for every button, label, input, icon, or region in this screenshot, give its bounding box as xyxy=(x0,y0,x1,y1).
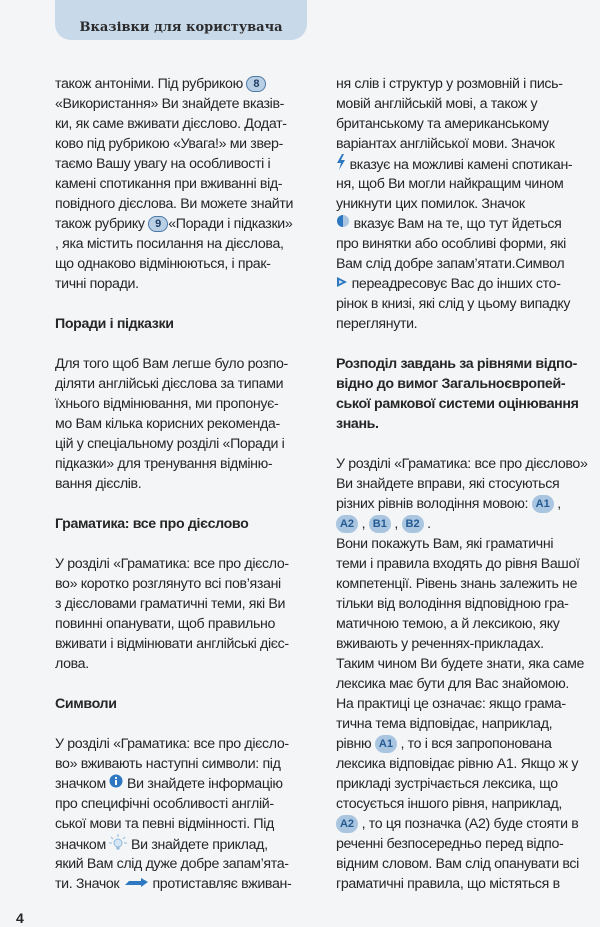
text-line xyxy=(336,94,600,114)
text-segment: що однаково відмінюються, і прак- xyxy=(55,256,271,272)
text-segment: Розподіл завдань за рівнями відпо- xyxy=(336,356,577,372)
arrow-icon xyxy=(123,874,149,894)
text-segment: Для того щоб Вам легше було розпо- xyxy=(55,356,288,372)
text-segment: ково під рубрикою «Увага!» ми звер- xyxy=(55,136,283,152)
text-line xyxy=(55,694,320,714)
text-segment: тичні поради. xyxy=(55,276,139,292)
text-segment: мо Вам кілька корисних рекоменда- xyxy=(55,416,280,432)
text-line xyxy=(336,634,600,654)
text-segment: , xyxy=(553,496,561,512)
paragraph xyxy=(336,74,600,334)
text-line xyxy=(336,394,600,414)
text-segment: уникнути цих помилок. Значок xyxy=(336,196,525,212)
text-line xyxy=(336,234,600,254)
level-badge-b2: B2 xyxy=(402,515,424,533)
text-segment: ської мови та певні відмінності. Під xyxy=(55,816,274,832)
text-line xyxy=(336,654,600,674)
text-segment: ня слів і структур у розмовній і пись- xyxy=(336,76,563,92)
text-line xyxy=(336,614,600,634)
text-segment: відним словом. Вам слід опанувати всі xyxy=(336,856,579,872)
paragraph-spacer xyxy=(55,334,320,354)
lightning-icon xyxy=(336,154,346,176)
triangle-pointer-icon xyxy=(336,274,348,294)
text-line xyxy=(55,434,320,454)
text-segment: «Використання» Ви знайдете вказів- xyxy=(55,96,285,112)
text-segment: Таким чином Ви будете знати, яка саме xyxy=(336,656,585,672)
text-line xyxy=(55,234,320,254)
text-segment: їхнього відмінювання, ми пропонує- xyxy=(55,396,279,412)
text-segment: реченні безпосередньо перед відпо- xyxy=(336,836,564,852)
text-line xyxy=(336,294,600,314)
text-segment: переадресовує Вас до інших сто- xyxy=(348,276,561,292)
text-segment: тільки від володіння відповідною гра- xyxy=(336,596,569,612)
text-segment: тична тема відповідає, наприклад, xyxy=(336,716,553,732)
text-line xyxy=(55,94,320,114)
text-segment: також антоніми. Під рубрикою xyxy=(55,76,247,92)
text-segment: вказує Вам на те, що тут йдеться xyxy=(350,216,562,232)
text-segment: також рубрику xyxy=(55,216,149,232)
text-segment: варіантах англійської мови. Значок xyxy=(336,136,555,152)
text-line xyxy=(336,114,600,134)
text-line xyxy=(55,414,320,434)
text-line xyxy=(336,854,600,874)
paragraph-spacer xyxy=(55,714,320,734)
text-line xyxy=(336,174,600,194)
text-segment: компетенції. Рівень знань залежить не xyxy=(336,576,578,592)
text-segment: лексика відповідає рівню А1. Якщо ж у xyxy=(336,756,579,772)
paragraph-spacer xyxy=(55,294,320,314)
text-line xyxy=(336,674,600,694)
text-line xyxy=(336,274,600,294)
text-segment: во» коротко розглянуто всі пов’язані xyxy=(55,576,281,592)
paragraph xyxy=(336,454,600,894)
text-segment: У розділі «Граматика: все про дієсло- xyxy=(55,556,289,572)
text-segment: про винятки або особливі форми, які xyxy=(336,236,566,252)
paragraph-spacer xyxy=(55,674,320,694)
level-badge-a2: A2 xyxy=(336,515,358,533)
text-line xyxy=(55,774,320,794)
paragraph xyxy=(55,74,320,294)
text-segment: лова. xyxy=(55,656,89,672)
text-line xyxy=(336,834,600,854)
text-line xyxy=(336,454,600,474)
paragraph xyxy=(55,554,320,674)
level-badge-a1: A1 xyxy=(375,735,397,753)
text-segment: Символи xyxy=(55,696,117,712)
text-line xyxy=(336,214,600,234)
text-segment: , то ця позначка (А2) буде стояти в xyxy=(358,816,579,832)
text-line xyxy=(336,734,600,754)
text-line xyxy=(55,654,320,674)
text-segment: . xyxy=(423,516,431,532)
text-segment: На практиці це означає: якщо грама- xyxy=(336,696,566,712)
text-line xyxy=(55,394,320,414)
text-segment: У розділі «Граматика: все про дієсло- xyxy=(55,736,289,752)
text-line xyxy=(336,74,600,94)
section-heading xyxy=(336,354,600,434)
text-line xyxy=(336,154,600,174)
info-icon xyxy=(109,774,123,794)
text-segment: Вони покажуть Вам, які граматичні xyxy=(336,536,554,552)
text-segment: Ви знайдете приклад, xyxy=(127,836,268,853)
section-number-badge: 8 xyxy=(246,76,266,92)
text-line xyxy=(336,594,600,614)
text-line xyxy=(336,694,600,714)
text-segment: Вам слід добре запам’ятати.Символ xyxy=(336,256,565,272)
lightbulb-icon xyxy=(109,834,127,856)
text-segment: відно до вимог Загальноєвропей- xyxy=(336,376,566,392)
text-line xyxy=(55,354,320,374)
text-line xyxy=(336,794,600,814)
text-line xyxy=(55,734,320,754)
text-line xyxy=(55,614,320,634)
paragraph-spacer xyxy=(336,334,600,354)
text-segment: цій у спеціальному розділі «Поради і xyxy=(55,436,285,452)
text-line xyxy=(336,714,600,734)
paragraph xyxy=(55,354,320,494)
text-line xyxy=(55,634,320,654)
text-segment: повідного дієслова. Ви можете знайти xyxy=(55,196,294,212)
section-heading xyxy=(55,694,320,714)
text-segment: значком xyxy=(55,776,110,792)
text-segment: Ви знайдете вправи, які стосуються xyxy=(336,476,560,492)
text-line xyxy=(55,594,320,614)
section-heading xyxy=(55,514,320,534)
text-segment: лексика має бути для Вас знайомою. xyxy=(336,676,569,692)
text-line xyxy=(55,854,320,874)
text-line xyxy=(336,874,600,894)
text-segment: який Вам слід дуже добре запам’ята- xyxy=(55,856,289,872)
text-segment: вказує на можливі камені спотикан- xyxy=(346,156,573,173)
text-line xyxy=(55,554,320,574)
text-segment: рівню xyxy=(336,736,375,752)
text-segment: вживають у реченнях-прикладах. xyxy=(336,636,544,652)
text-segment: значком xyxy=(55,836,110,853)
text-segment: ської рамкової системи оцінювання xyxy=(336,396,579,412)
section-header xyxy=(55,0,307,40)
text-segment: таємо Вашу увагу на особливості і xyxy=(55,156,271,172)
text-line xyxy=(55,174,320,194)
section-heading xyxy=(55,314,320,334)
paragraph-spacer xyxy=(55,534,320,554)
text-line xyxy=(336,134,600,154)
text-line xyxy=(55,254,320,274)
text-line xyxy=(55,74,320,94)
text-line xyxy=(55,134,320,154)
text-line xyxy=(336,354,600,374)
text-segment: во» вживають наступні символи: під xyxy=(55,756,281,772)
text-line xyxy=(336,494,600,514)
text-segment: прикладі зустрічається лексика, що xyxy=(336,776,558,792)
left-column xyxy=(55,74,320,894)
level-badge-a1: A1 xyxy=(532,495,554,513)
text-segment: матичною темою, а й лексикою, яку xyxy=(336,616,560,632)
text-line xyxy=(336,574,600,594)
text-segment: Ви знайдете інформацію xyxy=(123,776,283,792)
text-line xyxy=(55,114,320,134)
text-line xyxy=(336,414,600,434)
text-line xyxy=(336,254,600,274)
text-segment: ня, щоб Ви могли найкращим чином xyxy=(336,176,564,192)
text-segment: теми і правила входять до рівня Вашої xyxy=(336,556,580,572)
paragraph-spacer xyxy=(336,434,600,454)
text-line xyxy=(55,214,320,234)
text-segment: вживати і відмінювати англійські дієс- xyxy=(55,636,289,652)
text-line xyxy=(55,374,320,394)
text-segment: знань. xyxy=(336,416,379,432)
text-segment: мовій англійській мові, а також у xyxy=(336,96,538,112)
text-segment: різних рівнів володіння мовою: xyxy=(336,496,532,512)
text-line xyxy=(336,754,600,774)
text-segment: діляти англійські дієслова за типами xyxy=(55,376,284,392)
text-segment: , яка містить посилання на дієслова, xyxy=(55,236,284,252)
text-line xyxy=(336,514,600,534)
paragraph xyxy=(55,734,320,894)
text-line xyxy=(55,834,320,854)
text-line xyxy=(55,154,320,174)
half-circle-icon xyxy=(336,214,350,234)
text-segment: Поради і підказки xyxy=(55,316,174,332)
text-segment: , то і вся запропонована xyxy=(396,736,552,752)
text-segment: , xyxy=(390,516,402,532)
text-segment: ти. Значок xyxy=(55,876,123,892)
level-badge-a2: A2 xyxy=(336,815,358,833)
right-column xyxy=(336,74,600,894)
text-line xyxy=(55,574,320,594)
text-segment: підказки» для тренування відміню- xyxy=(55,456,273,472)
text-line xyxy=(336,474,600,494)
text-segment: Граматика: все про дієслово xyxy=(55,516,249,532)
text-segment: вання дієслів. xyxy=(55,476,142,492)
text-segment: ки, як саме вживати дієслово. Додат- xyxy=(55,116,287,132)
text-segment: , xyxy=(358,516,369,532)
text-line xyxy=(55,274,320,294)
text-segment: «Поради і підказки» xyxy=(168,216,293,232)
text-segment: переглянути. xyxy=(336,316,418,332)
text-line xyxy=(55,474,320,494)
text-line xyxy=(336,534,600,554)
text-segment: стосується іншого рівня, наприклад, xyxy=(336,796,563,812)
text-segment: повинні опанувати, щоб правильно xyxy=(55,616,276,632)
text-line xyxy=(55,754,320,774)
text-line xyxy=(55,794,320,814)
text-line xyxy=(336,194,600,214)
text-line xyxy=(55,874,320,894)
text-segment: камені спотикання при вживанні від- xyxy=(55,176,283,192)
text-line xyxy=(55,314,320,334)
text-line xyxy=(336,554,600,574)
text-line xyxy=(55,514,320,534)
text-line xyxy=(336,814,600,834)
section-number-badge: 9 xyxy=(148,216,168,232)
text-line xyxy=(55,454,320,474)
text-segment: британському та американському xyxy=(336,116,549,132)
text-line xyxy=(55,814,320,834)
paragraph-spacer xyxy=(55,494,320,514)
text-line xyxy=(336,774,600,794)
level-badge-b1: B1 xyxy=(369,515,391,533)
section-title: Вказівки для користувача xyxy=(79,20,283,35)
text-segment: з дієсловами граматичні теми, які Ви xyxy=(55,596,286,612)
text-line xyxy=(336,314,600,334)
text-line xyxy=(336,374,600,394)
page-number: 4 xyxy=(16,910,24,926)
text-segment: рінок в книзі, які слід у цьому випадку xyxy=(336,296,571,312)
text-segment: протиставляє вживан- xyxy=(148,876,292,892)
text-segment: У розділі «Граматика: все про дієслово» xyxy=(336,456,588,472)
text-segment: про специфічні особливості англій- xyxy=(55,796,274,812)
text-line xyxy=(55,194,320,214)
text-segment: граматичні правила, що містяться в xyxy=(336,876,560,892)
